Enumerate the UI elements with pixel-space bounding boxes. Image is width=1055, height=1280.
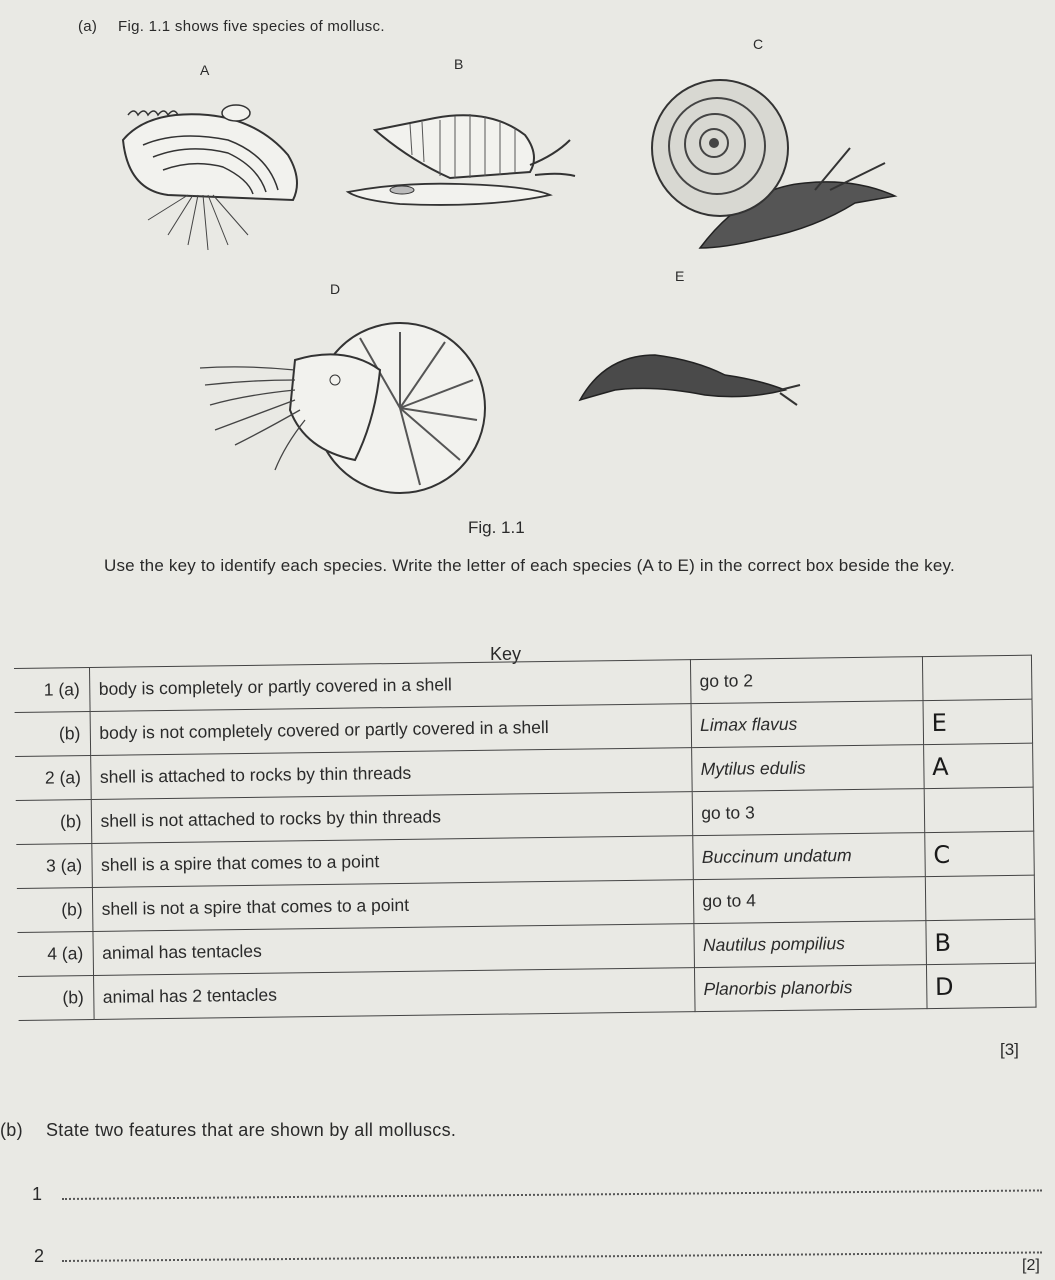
mollusc-e-illustration [575,345,805,410]
key-result: Nautilus pompilius [694,921,926,968]
answer-box[interactable]: B [926,919,1036,964]
dichotomous-key [14,655,1037,1028]
answer-box[interactable] [925,875,1035,920]
marks-part-b: [2] [1022,1257,1040,1274]
mollusc-b-illustration [340,100,580,215]
question-b [0,1120,456,1141]
key-description: shell is not attached to rocks by thin threads [92,792,693,844]
intro-text: Fig. 1.1 shows five species of mollusc. [118,18,385,35]
key-step: 4 (a) [17,931,94,976]
key-step: (b) [17,887,94,932]
figure-label-a: A [200,62,210,78]
key-description: animal has 2 tentacles [94,968,695,1020]
part-b-label: (b) [0,1120,23,1140]
figure-label-e: E [675,268,685,284]
key-result: go to 3 [692,789,924,836]
answer-box[interactable]: A [923,743,1033,788]
mollusc-c-illustration [645,78,900,253]
question-b-text: State two features that are shown by all molluscs. [46,1120,457,1140]
key-description: shell is a spire that comes to a point [92,836,693,888]
figure-caption: Fig. 1.1 [468,518,525,537]
answer-box[interactable]: D [926,963,1036,1008]
figure-label-b: B [454,56,464,72]
key-result: go to 2 [691,657,923,704]
key-result: Limax flavus [691,701,923,748]
answer-box[interactable]: C [925,831,1035,876]
key-step: 3 (a) [16,843,93,888]
answer-box[interactable]: E [923,699,1033,744]
instruction-text: Use the key to identify each species. Write the letter of each species (A to E) in the correct box beside the key. [104,556,955,575]
answer-box[interactable] [922,655,1032,700]
key-step: (b) [15,712,92,757]
key-title: Key [490,644,522,664]
figure-label-c: C [753,36,764,52]
answer-line-2[interactable] [62,1251,1042,1262]
question-a-intro [78,18,385,35]
key-description: shell is not a spire that comes to a point [93,880,694,932]
key-step: 1 (a) [14,668,91,713]
answer-box[interactable] [924,787,1034,832]
key-step: (b) [16,799,93,844]
key-result: Planorbis planorbis [695,965,927,1012]
figure-label-d: D [330,281,341,297]
key-result: Buccinum undatum [693,833,925,880]
marks-part-a: [3] [1000,1040,1019,1059]
answer-line-2-number: 2 [34,1246,45,1266]
key-result: Mytilus edulis [692,745,924,792]
key-description: body is completely or partly covered in a shell [90,660,691,712]
key-result: go to 4 [694,877,926,924]
mollusc-a-illustration [108,95,318,255]
key-table [14,655,1037,1021]
part-a-label: (a) [78,18,98,35]
key-step: (b) [18,975,95,1020]
answer-line-1[interactable] [62,1189,1042,1200]
answer-line-1-number: 1 [32,1184,43,1204]
key-description: shell is attached to rocks by thin threads [91,748,692,800]
mollusc-d-illustration [195,320,495,495]
key-step: 2 (a) [15,755,92,800]
key-description: body is not completely covered or partly covered in a shell [91,704,692,756]
key-description: animal has tentacles [93,924,694,976]
